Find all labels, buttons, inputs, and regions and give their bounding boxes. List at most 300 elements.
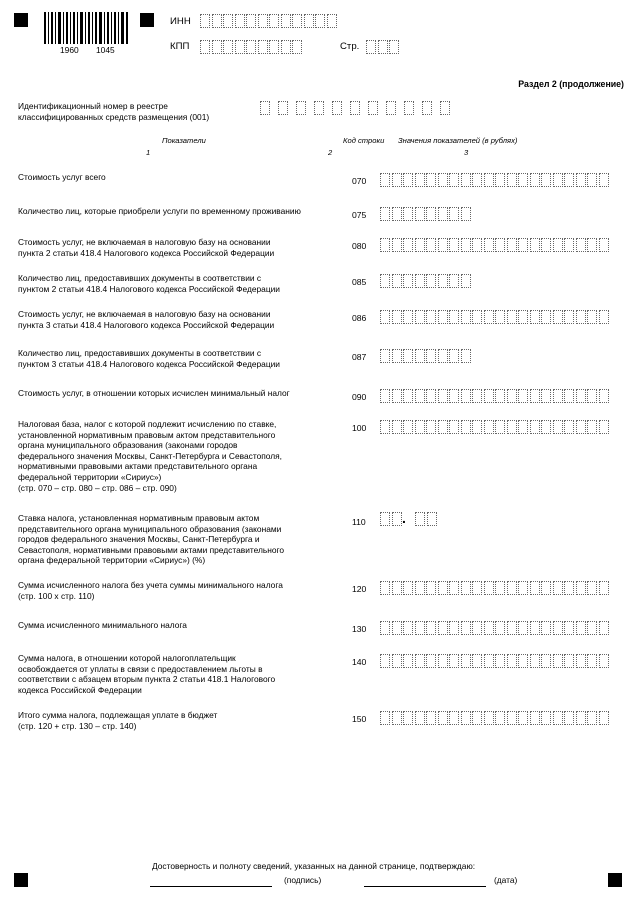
input-cell[interactable] <box>587 711 597 725</box>
input-cell[interactable] <box>438 389 448 403</box>
kpp-label: КПП <box>170 41 190 52</box>
input-cell[interactable] <box>495 711 505 725</box>
input-cell[interactable] <box>380 711 390 725</box>
input-cell[interactable] <box>587 238 597 252</box>
input-cell[interactable] <box>472 238 482 252</box>
input-cell[interactable] <box>495 621 505 635</box>
input-cell[interactable] <box>403 207 413 221</box>
input-cell[interactable] <box>426 654 436 668</box>
row-label-line: пункта 2 статьи 418.4 Налогового кодекса Российской Федерации <box>18 247 275 258</box>
input-cell[interactable] <box>386 101 396 115</box>
input-cell[interactable] <box>292 14 302 28</box>
input-cell[interactable] <box>541 420 551 434</box>
input-cell[interactable] <box>281 40 291 54</box>
input-cell[interactable] <box>495 420 505 434</box>
input-cell[interactable] <box>518 581 528 595</box>
input-cell[interactable] <box>507 581 517 595</box>
input-cell[interactable] <box>461 274 471 288</box>
input-cell[interactable] <box>599 389 609 403</box>
input-cell[interactable] <box>246 40 256 54</box>
input-cell[interactable] <box>392 173 402 187</box>
input-cell[interactable] <box>426 207 436 221</box>
input-cell[interactable] <box>292 40 302 54</box>
input-cell[interactable] <box>518 310 528 324</box>
input-cell[interactable] <box>223 14 233 28</box>
input-cell[interactable] <box>426 581 436 595</box>
input-cell[interactable] <box>576 654 586 668</box>
row-label-line: пунктом 2 статьи 418.4 Налогового кодекса Российской Федерации <box>18 283 280 294</box>
input-cell[interactable] <box>392 310 402 324</box>
input-cell[interactable] <box>484 581 494 595</box>
input-cell[interactable] <box>587 581 597 595</box>
input-cell[interactable] <box>541 310 551 324</box>
row-label-line: федеральной территории «Сириус») <box>18 471 162 482</box>
input-cell[interactable] <box>495 310 505 324</box>
input-cell[interactable] <box>449 621 459 635</box>
input-cell[interactable] <box>553 420 563 434</box>
row-value-field-086[interactable] <box>380 310 610 324</box>
input-cell[interactable] <box>576 173 586 187</box>
input-cell[interactable] <box>587 420 597 434</box>
input-cell[interactable] <box>403 711 413 725</box>
input-cell[interactable] <box>495 173 505 187</box>
input-cell[interactable] <box>587 173 597 187</box>
input-cell[interactable] <box>449 238 459 252</box>
input-cell[interactable] <box>530 238 540 252</box>
column-header-values: Значения показателей (в рублях) <box>398 136 518 145</box>
input-cell[interactable] <box>576 310 586 324</box>
input-cell[interactable] <box>426 389 436 403</box>
input-cell[interactable] <box>449 581 459 595</box>
input-cell[interactable] <box>258 14 268 28</box>
input-cell[interactable] <box>599 581 609 595</box>
rate-integer-field[interactable] <box>380 512 403 526</box>
input-cell[interactable] <box>415 512 425 526</box>
input-cell[interactable] <box>449 389 459 403</box>
input-cell[interactable] <box>426 621 436 635</box>
ident-label-line1: Идентификационный номер в реестре <box>18 101 168 111</box>
input-cell[interactable] <box>587 310 597 324</box>
input-cell[interactable] <box>392 654 402 668</box>
input-cell[interactable] <box>438 274 448 288</box>
input-cell[interactable] <box>380 173 390 187</box>
input-cell[interactable] <box>587 389 597 403</box>
input-cell[interactable] <box>380 389 390 403</box>
input-cell[interactable] <box>541 581 551 595</box>
input-cell[interactable] <box>484 654 494 668</box>
row-label-087 <box>18 348 280 369</box>
row-label-line: Итого сумма налога, подлежащая уплате в бюджет <box>18 710 218 720</box>
row-value-field-130[interactable] <box>380 621 610 635</box>
input-cell[interactable] <box>380 512 390 526</box>
input-cell[interactable] <box>440 101 450 115</box>
input-cell[interactable] <box>258 40 268 54</box>
input-cell[interactable] <box>403 654 413 668</box>
input-cell[interactable] <box>200 14 210 28</box>
input-cell[interactable] <box>380 654 390 668</box>
input-cell[interactable] <box>269 40 279 54</box>
input-cell[interactable] <box>576 389 586 403</box>
input-cell[interactable] <box>438 581 448 595</box>
input-cell[interactable] <box>587 621 597 635</box>
corner-marker-top-right <box>140 13 154 27</box>
row-value-field-090[interactable] <box>380 389 610 403</box>
input-cell[interactable] <box>415 420 425 434</box>
input-cell[interactable] <box>403 581 413 595</box>
input-cell[interactable] <box>530 389 540 403</box>
input-cell[interactable] <box>389 40 399 54</box>
input-cell[interactable] <box>415 654 425 668</box>
input-cell[interactable] <box>380 310 390 324</box>
inn-field[interactable] <box>200 14 338 28</box>
input-cell[interactable] <box>426 274 436 288</box>
input-cell[interactable] <box>576 238 586 252</box>
input-cell[interactable] <box>415 389 425 403</box>
input-cell[interactable] <box>449 420 459 434</box>
input-cell[interactable] <box>404 101 414 115</box>
row-label-110 <box>18 513 284 566</box>
input-cell[interactable] <box>449 274 459 288</box>
input-cell[interactable] <box>438 173 448 187</box>
input-cell[interactable] <box>392 274 402 288</box>
input-cell[interactable] <box>426 349 436 363</box>
input-cell[interactable] <box>449 711 459 725</box>
input-cell[interactable] <box>235 40 245 54</box>
input-cell[interactable] <box>296 101 306 115</box>
input-cell[interactable] <box>461 420 471 434</box>
input-cell[interactable] <box>472 389 482 403</box>
input-cell[interactable] <box>507 654 517 668</box>
input-cell[interactable] <box>427 512 437 526</box>
row-value-field-085[interactable] <box>380 274 472 288</box>
input-cell[interactable] <box>449 207 459 221</box>
input-cell[interactable] <box>461 621 471 635</box>
input-cell[interactable] <box>599 238 609 252</box>
input-cell[interactable] <box>392 581 402 595</box>
input-cell[interactable] <box>507 420 517 434</box>
row-label-080 <box>18 237 274 258</box>
input-cell[interactable] <box>461 238 471 252</box>
input-cell[interactable] <box>484 420 494 434</box>
row-code-120: 120 <box>352 584 367 594</box>
input-cell[interactable] <box>392 420 402 434</box>
input-cell[interactable] <box>461 207 471 221</box>
row-label-line: Сумма исчисленного минимального налога <box>18 620 187 630</box>
input-cell[interactable] <box>304 14 314 28</box>
input-cell[interactable] <box>403 349 413 363</box>
input-cell[interactable] <box>518 389 528 403</box>
input-cell[interactable] <box>541 654 551 668</box>
input-cell[interactable] <box>246 14 256 28</box>
input-cell[interactable] <box>530 173 540 187</box>
input-cell[interactable] <box>392 711 402 725</box>
row-value-field-140[interactable] <box>380 654 610 668</box>
rate-decimal-separator: . <box>402 510 406 526</box>
input-cell[interactable] <box>541 173 551 187</box>
input-cell[interactable] <box>392 512 402 526</box>
row-label-line: Севастополя, нормативными правовыми актами представительного <box>18 544 285 555</box>
input-cell[interactable] <box>426 173 436 187</box>
input-cell[interactable] <box>368 101 378 115</box>
input-cell[interactable] <box>200 40 210 54</box>
input-cell[interactable] <box>403 389 413 403</box>
input-cell[interactable] <box>484 711 494 725</box>
input-cell[interactable] <box>507 621 517 635</box>
input-cell[interactable] <box>415 310 425 324</box>
input-cell[interactable] <box>332 101 342 115</box>
input-cell[interactable] <box>484 621 494 635</box>
input-cell[interactable] <box>392 238 402 252</box>
input-cell[interactable] <box>564 621 574 635</box>
input-cell[interactable] <box>438 420 448 434</box>
input-cell[interactable] <box>553 173 563 187</box>
input-cell[interactable] <box>576 581 586 595</box>
page-number-field[interactable] <box>366 40 401 54</box>
input-cell[interactable] <box>564 173 574 187</box>
input-cell[interactable] <box>553 310 563 324</box>
input-cell[interactable] <box>415 173 425 187</box>
input-cell[interactable] <box>380 420 390 434</box>
input-cell[interactable] <box>472 581 482 595</box>
row-label-line: городов федерального значения Москвы, Санкт-Петербурга и <box>18 534 260 545</box>
input-cell[interactable] <box>426 420 436 434</box>
input-cell[interactable] <box>403 420 413 434</box>
input-cell[interactable] <box>507 173 517 187</box>
input-cell[interactable] <box>495 581 505 595</box>
input-cell[interactable] <box>403 238 413 252</box>
input-cell[interactable] <box>380 349 390 363</box>
input-cell[interactable] <box>415 711 425 725</box>
input-cell[interactable] <box>366 40 376 54</box>
input-cell[interactable] <box>415 274 425 288</box>
barcode <box>44 12 128 44</box>
input-cell[interactable] <box>518 711 528 725</box>
input-cell[interactable] <box>380 238 390 252</box>
input-cell[interactable] <box>541 711 551 725</box>
input-cell[interactable] <box>564 581 574 595</box>
input-cell[interactable] <box>281 14 291 28</box>
input-cell[interactable] <box>495 238 505 252</box>
input-cell[interactable] <box>507 238 517 252</box>
input-cell[interactable] <box>426 310 436 324</box>
corner-marker-bottom-left <box>14 873 28 887</box>
input-cell[interactable] <box>415 621 425 635</box>
input-cell[interactable] <box>484 310 494 324</box>
input-cell[interactable] <box>380 621 390 635</box>
input-cell[interactable] <box>495 389 505 403</box>
input-cell[interactable] <box>564 310 574 324</box>
input-cell[interactable] <box>530 420 540 434</box>
input-cell[interactable] <box>472 420 482 434</box>
input-cell[interactable] <box>461 173 471 187</box>
input-cell[interactable] <box>553 238 563 252</box>
input-cell[interactable] <box>223 40 233 54</box>
row-label-line: (стр. 070 – стр. 080 – стр. 086 – стр. 090) <box>18 482 177 493</box>
input-cell[interactable] <box>327 14 337 28</box>
date-line[interactable] <box>364 886 486 887</box>
input-cell[interactable] <box>422 101 432 115</box>
row-label-line: Стоимость услуг, в отношении которых исчислен минимальный налог <box>18 388 290 398</box>
input-cell[interactable] <box>438 349 448 363</box>
input-cell[interactable] <box>599 420 609 434</box>
input-cell[interactable] <box>564 711 574 725</box>
input-cell[interactable] <box>403 621 413 635</box>
input-cell[interactable] <box>599 310 609 324</box>
input-cell[interactable] <box>553 711 563 725</box>
input-cell[interactable] <box>449 310 459 324</box>
input-cell[interactable] <box>576 621 586 635</box>
input-cell[interactable] <box>438 711 448 725</box>
input-cell[interactable] <box>350 101 360 115</box>
input-cell[interactable] <box>530 621 540 635</box>
kpp-field[interactable] <box>200 40 304 54</box>
row-label-090 <box>18 388 290 399</box>
row-code-110: 110 <box>352 517 366 527</box>
input-cell[interactable] <box>553 581 563 595</box>
input-cell[interactable] <box>553 389 563 403</box>
ident-number-field[interactable] <box>260 101 458 115</box>
row-code-090: 090 <box>352 392 367 402</box>
input-cell[interactable] <box>587 654 597 668</box>
row-value-field-100[interactable] <box>380 420 610 434</box>
input-cell[interactable] <box>461 654 471 668</box>
signature-line[interactable] <box>150 886 272 887</box>
input-cell[interactable] <box>541 621 551 635</box>
input-cell[interactable] <box>392 207 402 221</box>
input-cell[interactable] <box>260 101 270 115</box>
input-cell[interactable] <box>378 40 388 54</box>
input-cell[interactable] <box>507 310 517 324</box>
input-cell[interactable] <box>484 173 494 187</box>
input-cell[interactable] <box>484 238 494 252</box>
row-value-field-150[interactable] <box>380 711 610 725</box>
row-label-line: освобождается от уплаты в связи с предоставлением льготы в <box>18 663 263 674</box>
input-cell[interactable] <box>461 310 471 324</box>
input-cell[interactable] <box>449 654 459 668</box>
signature-caption: (подпись) <box>284 875 322 885</box>
input-cell[interactable] <box>518 621 528 635</box>
input-cell[interactable] <box>564 389 574 403</box>
input-cell[interactable] <box>530 654 540 668</box>
row-value-field-070[interactable] <box>380 173 610 187</box>
input-cell[interactable] <box>472 173 482 187</box>
input-cell[interactable] <box>599 173 609 187</box>
barcode-number-right: 1045 <box>96 45 115 55</box>
input-cell[interactable] <box>564 420 574 434</box>
input-cell[interactable] <box>380 274 390 288</box>
input-cell[interactable] <box>472 310 482 324</box>
input-cell[interactable] <box>438 238 448 252</box>
row-value-field-075[interactable] <box>380 207 472 221</box>
input-cell[interactable] <box>415 207 425 221</box>
row-label-line: представительного органа муниципального образования (законами <box>18 523 282 534</box>
input-cell[interactable] <box>495 654 505 668</box>
input-cell[interactable] <box>380 207 390 221</box>
ident-label-line2: классифицированных средств размещения (001) <box>18 112 210 122</box>
input-cell[interactable] <box>269 14 279 28</box>
input-cell[interactable] <box>403 173 413 187</box>
input-cell[interactable] <box>484 389 494 403</box>
input-cell[interactable] <box>518 420 528 434</box>
input-cell[interactable] <box>403 310 413 324</box>
input-cell[interactable] <box>415 238 425 252</box>
row-value-field-087[interactable] <box>380 349 472 363</box>
row-label-line: кодекса Российской Федерации <box>18 684 142 695</box>
row-value-field-080[interactable] <box>380 238 610 252</box>
input-cell[interactable] <box>380 581 390 595</box>
input-cell[interactable] <box>461 711 471 725</box>
input-cell[interactable] <box>564 654 574 668</box>
input-cell[interactable] <box>518 238 528 252</box>
input-cell[interactable] <box>541 238 551 252</box>
input-cell[interactable] <box>426 238 436 252</box>
input-cell[interactable] <box>507 389 517 403</box>
input-cell[interactable] <box>461 389 471 403</box>
input-cell[interactable] <box>530 581 540 595</box>
input-cell[interactable] <box>415 349 425 363</box>
input-cell[interactable] <box>403 274 413 288</box>
input-cell[interactable] <box>314 101 324 115</box>
row-label-line: Количество лиц, которые приобрели услуги по временному проживанию <box>18 206 301 216</box>
input-cell[interactable] <box>518 654 528 668</box>
input-cell[interactable] <box>530 711 540 725</box>
input-cell[interactable] <box>472 711 482 725</box>
input-cell[interactable] <box>576 711 586 725</box>
row-label-070 <box>18 172 106 183</box>
input-cell[interactable] <box>438 207 448 221</box>
input-cell[interactable] <box>438 621 448 635</box>
corner-marker-top-left <box>14 13 28 27</box>
input-cell[interactable] <box>449 173 459 187</box>
input-cell[interactable] <box>518 173 528 187</box>
input-cell[interactable] <box>392 621 402 635</box>
input-cell[interactable] <box>438 310 448 324</box>
input-cell[interactable] <box>472 654 482 668</box>
input-cell[interactable] <box>553 621 563 635</box>
input-cell[interactable] <box>541 389 551 403</box>
row-label-120 <box>18 580 283 601</box>
input-cell[interactable] <box>576 420 586 434</box>
input-cell[interactable] <box>449 349 459 363</box>
input-cell[interactable] <box>415 581 425 595</box>
input-cell[interactable] <box>599 654 609 668</box>
input-cell[interactable] <box>599 621 609 635</box>
input-cell[interactable] <box>315 14 325 28</box>
input-cell[interactable] <box>461 581 471 595</box>
input-cell[interactable] <box>472 621 482 635</box>
row-label-line: (стр. 120 + стр. 130 – стр. 140) <box>18 720 137 731</box>
row-label-100 <box>18 419 282 493</box>
row-code-080: 080 <box>352 241 367 251</box>
input-cell[interactable] <box>278 101 288 115</box>
row-value-field-120[interactable] <box>380 581 610 595</box>
input-cell[interactable] <box>553 654 563 668</box>
input-cell[interactable] <box>564 238 574 252</box>
input-cell[interactable] <box>461 349 471 363</box>
input-cell[interactable] <box>599 711 609 725</box>
input-cell[interactable] <box>235 14 245 28</box>
column-header-indicators: Показатели <box>162 136 206 145</box>
input-cell[interactable] <box>212 40 222 54</box>
input-cell[interactable] <box>392 349 402 363</box>
input-cell[interactable] <box>426 711 436 725</box>
input-cell[interactable] <box>212 14 222 28</box>
input-cell[interactable] <box>530 310 540 324</box>
input-cell[interactable] <box>438 654 448 668</box>
rate-fraction-field[interactable] <box>415 512 438 526</box>
input-cell[interactable] <box>507 711 517 725</box>
input-cell[interactable] <box>392 389 402 403</box>
